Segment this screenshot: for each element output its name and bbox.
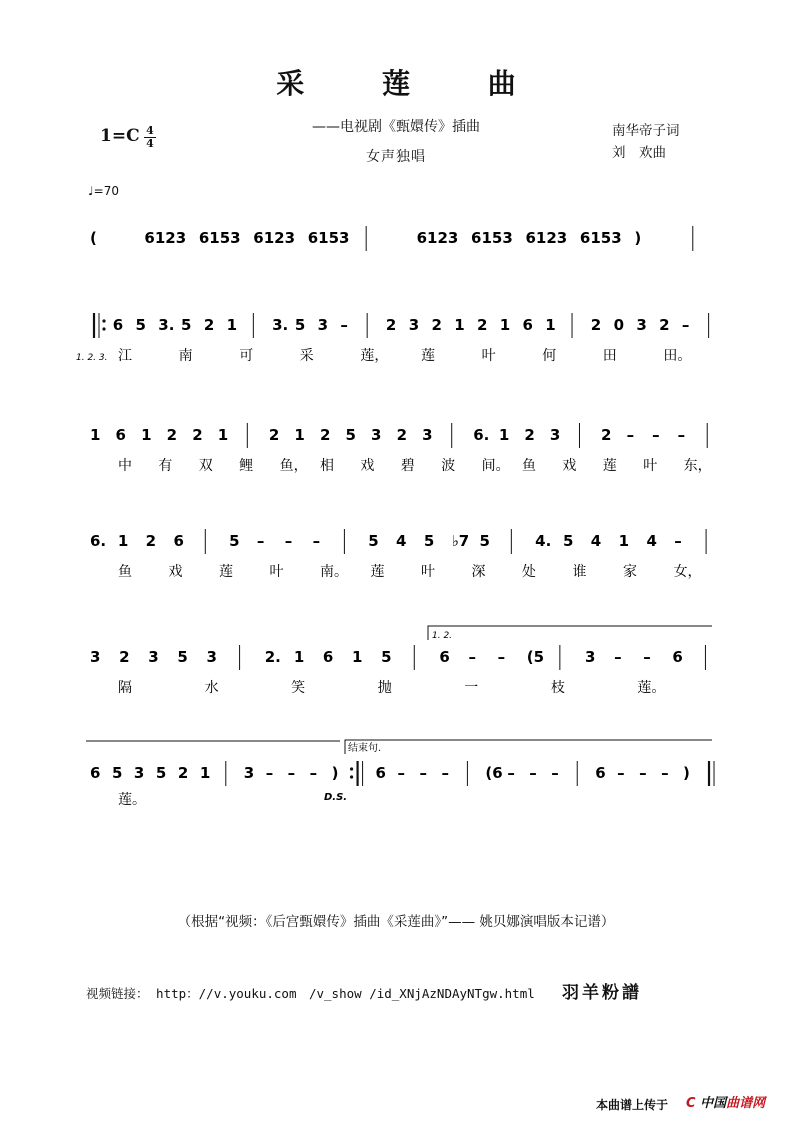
lyric-syllable: 鲤: [239, 458, 254, 474]
note: 6153: [307, 229, 350, 247]
lyric-syllable: 可: [239, 348, 254, 364]
note: 5: [562, 532, 574, 550]
note: 6153: [198, 229, 241, 247]
note: 5: [479, 532, 490, 550]
lyric-syllable: 戏: [562, 458, 577, 474]
lyric-syllable: 家: [623, 564, 637, 580]
lyric-syllable: 枝: [550, 680, 565, 696]
note: –: [497, 648, 506, 666]
note: 5: [135, 316, 146, 334]
note: 2: [601, 426, 612, 444]
note: 2: [145, 532, 157, 550]
note: 5: [229, 532, 240, 550]
source-note: （根据“视频：《后宫甄嬛传》插曲《采莲曲》”—— 姚贝娜演唱版本记谱）: [177, 914, 615, 930]
lyric-syllable: 女，: [673, 564, 702, 580]
note: –: [419, 764, 427, 782]
note: 5: [381, 648, 392, 666]
note: –: [551, 764, 559, 782]
note: 1: [454, 316, 465, 334]
site-logo-name: 曲谱网: [726, 1096, 766, 1111]
note: –: [340, 316, 348, 334]
video-link-url[interactable]: http：//v.youku.com /v_show /id_XNjAzNDAyNTgw.html: [156, 986, 535, 1001]
note: 6123: [416, 229, 459, 247]
note: –: [468, 648, 477, 666]
note: 2: [385, 316, 397, 334]
note: 3: [243, 764, 255, 782]
note: ): [683, 764, 690, 782]
note: –: [617, 764, 625, 782]
verse-numbers: 1. 2. 3.: [76, 353, 108, 363]
repeat-dot: [350, 775, 353, 778]
note: ♭7: [451, 532, 470, 550]
lyric-syllable: 间。: [481, 458, 510, 474]
note: –: [643, 648, 651, 666]
note: 2: [177, 764, 189, 782]
note: –: [614, 648, 622, 666]
note: –: [529, 764, 537, 782]
lyric-syllable: 莲: [421, 348, 435, 364]
note: 1: [90, 426, 101, 444]
lyric-syllable: 相: [320, 458, 334, 474]
note: 6123: [144, 229, 187, 247]
note: (6: [485, 764, 503, 782]
lyric-syllable: 抛: [377, 680, 392, 696]
note: 1: [141, 426, 152, 444]
note: 5: [345, 426, 356, 444]
note: 3: [584, 648, 596, 666]
note: 4: [396, 532, 407, 550]
ds-marking: D.S.: [324, 792, 348, 803]
note: 3: [636, 316, 647, 334]
note: –: [639, 764, 647, 782]
note: –: [441, 764, 449, 782]
note: 4: [590, 532, 602, 550]
note: 2.: [264, 648, 281, 666]
lyric-syllable: 莲，: [360, 348, 389, 364]
note: 2: [476, 316, 488, 334]
lyric-syllable: 戏: [360, 458, 375, 474]
note: 5: [181, 316, 192, 334]
lyric-syllable: 双: [198, 458, 213, 474]
key-signature: 1=C: [100, 126, 140, 146]
note: –: [681, 316, 690, 334]
lyric-syllable: 波: [441, 458, 456, 474]
note: –: [309, 764, 318, 782]
time-bottom: 4: [146, 137, 154, 150]
note: 3: [371, 426, 382, 444]
lyric-syllable: 莲: [370, 564, 385, 580]
note: 2: [524, 426, 535, 444]
lyric-syllable: 一: [464, 680, 479, 696]
video-link-label: 视频链接：: [86, 986, 149, 1001]
lyric-syllable: 有: [158, 458, 173, 474]
note: 5: [368, 532, 379, 550]
volta-label: 1. 2.: [432, 631, 453, 641]
note: –: [397, 764, 406, 782]
note: 5: [155, 764, 167, 782]
song-subtitle: ——电视剧《甄嬛传》插曲: [312, 119, 480, 135]
note: 5: [294, 316, 306, 334]
upload-text: 本曲谱上传于: [596, 1098, 669, 1112]
lyric-syllable: 鱼: [522, 458, 536, 474]
note: 1: [293, 648, 305, 666]
note: 1: [294, 426, 305, 444]
note: 1: [352, 648, 363, 666]
lyric-syllable: 江: [118, 348, 132, 364]
note: 3: [90, 648, 101, 666]
note: (: [90, 229, 97, 247]
song-title: 采 莲 曲: [276, 67, 550, 100]
lyric-syllable: 鱼，: [279, 458, 308, 474]
lyric-syllable: 戏: [168, 564, 183, 580]
lyricist: 南华帝子词: [612, 123, 680, 139]
repeat-dot: [102, 319, 105, 322]
tempo-marking: ♩=70: [88, 184, 119, 198]
note: 3: [148, 648, 159, 666]
note: 6: [439, 648, 450, 666]
note: 6: [173, 532, 184, 550]
note: 6153: [471, 229, 513, 247]
note: 6: [115, 426, 126, 444]
note: –: [661, 764, 669, 782]
note: 2: [319, 426, 331, 444]
note: –: [256, 532, 265, 550]
note: 6153: [579, 229, 622, 247]
lyric-syllable: 莲: [219, 564, 233, 580]
note: 5: [177, 648, 188, 666]
note: 1: [226, 316, 238, 334]
note: 3: [549, 426, 561, 444]
note: 0: [613, 316, 625, 334]
lyric-syllable: 笑: [291, 680, 306, 696]
note: 1: [217, 426, 229, 444]
note: 2: [119, 648, 130, 666]
lyric-syllable: 水: [204, 680, 219, 696]
note: 3: [317, 316, 329, 334]
note: –: [265, 764, 274, 782]
time-top: 4: [146, 124, 154, 137]
ending-label: 结束句.: [348, 743, 382, 754]
note: 1: [117, 532, 129, 550]
lyric-syllable: 田。: [663, 348, 692, 364]
voice-type: 女声独唱: [366, 149, 426, 165]
site-logo[interactable]: [686, 1092, 765, 1111]
site-logo-mark: C: [686, 1096, 696, 1111]
lyric-syllable: 东，: [683, 458, 712, 474]
lyric-syllable: 叶: [643, 458, 658, 474]
note: 6.: [473, 426, 490, 444]
note: 6: [112, 316, 124, 334]
note: 1: [499, 316, 511, 334]
lyric-syllable: 田: [602, 348, 617, 364]
note: 3.: [272, 316, 289, 334]
note: –: [626, 426, 635, 444]
lyric-syllable: 处: [522, 564, 536, 580]
note: –: [284, 532, 293, 550]
signature-seal: 羽羊粉譜: [562, 983, 642, 1003]
note: ): [331, 764, 339, 782]
note: –: [652, 426, 660, 444]
note: 1: [498, 426, 510, 444]
note: 3: [408, 316, 420, 334]
lyric-syllable: 南: [178, 348, 193, 364]
repeat-dot: [350, 767, 353, 770]
note: –: [287, 764, 296, 782]
lyric-syllable: 深: [471, 564, 486, 580]
note: 3: [206, 648, 217, 666]
note: 2: [659, 316, 670, 334]
note: 6: [522, 316, 533, 334]
video-link[interactable]: [86, 984, 535, 1002]
lyric-syllable: 叶: [269, 564, 284, 580]
note: 5: [423, 532, 435, 550]
note: –: [677, 426, 686, 444]
repeat-dot: [102, 327, 105, 330]
lyric-syllable: 南。: [320, 564, 348, 580]
ending-bracket: [345, 740, 712, 754]
note: 4.: [535, 532, 552, 550]
note: 2: [203, 316, 215, 334]
note: 2: [431, 316, 442, 334]
site-logo-prefix: 中国: [700, 1096, 727, 1111]
lyric-syllable: 碧: [400, 458, 415, 474]
note: 2: [166, 426, 178, 444]
note: 6: [375, 764, 386, 782]
note: 2: [396, 426, 408, 444]
note: –: [674, 532, 682, 550]
note: 1: [618, 532, 630, 550]
note: 6: [672, 648, 683, 666]
note: 3: [133, 764, 145, 782]
lyric-syllable: 何: [542, 348, 557, 364]
note: 6.: [90, 532, 107, 550]
lyric-syllable: 叶: [421, 564, 435, 580]
composer: 刘 欢曲: [612, 145, 666, 161]
note: 5: [111, 764, 123, 782]
lyric-syllable: 采: [299, 348, 314, 364]
note: 2: [268, 426, 280, 444]
note: 1: [199, 764, 211, 782]
lyric-syllable: 叶: [481, 348, 496, 364]
note: 3.: [158, 316, 175, 334]
lyric-syllable: 莲: [602, 458, 617, 474]
note: (5: [526, 648, 545, 666]
note: 3: [422, 426, 433, 444]
note: 2: [192, 426, 203, 444]
note: 4: [646, 532, 657, 550]
note: 6: [322, 648, 334, 666]
lyric-syllable: 鱼: [118, 564, 132, 580]
note: 1: [545, 316, 556, 334]
note: 6123: [525, 229, 568, 247]
note: 6: [90, 764, 101, 782]
note: 6123: [253, 229, 296, 247]
lyric-syllable: 谁: [572, 564, 587, 580]
note: 6: [595, 764, 606, 782]
volta-bracket: [428, 626, 712, 640]
lyric-syllable: 莲。: [118, 792, 146, 808]
note: –: [507, 764, 515, 782]
note: 2: [590, 316, 602, 334]
note: –: [312, 532, 321, 550]
lyric-syllable: 中: [118, 458, 132, 474]
lyric-syllable: 隔: [118, 680, 132, 696]
lyric-syllable: 莲。: [637, 680, 666, 696]
note: ): [634, 229, 642, 247]
